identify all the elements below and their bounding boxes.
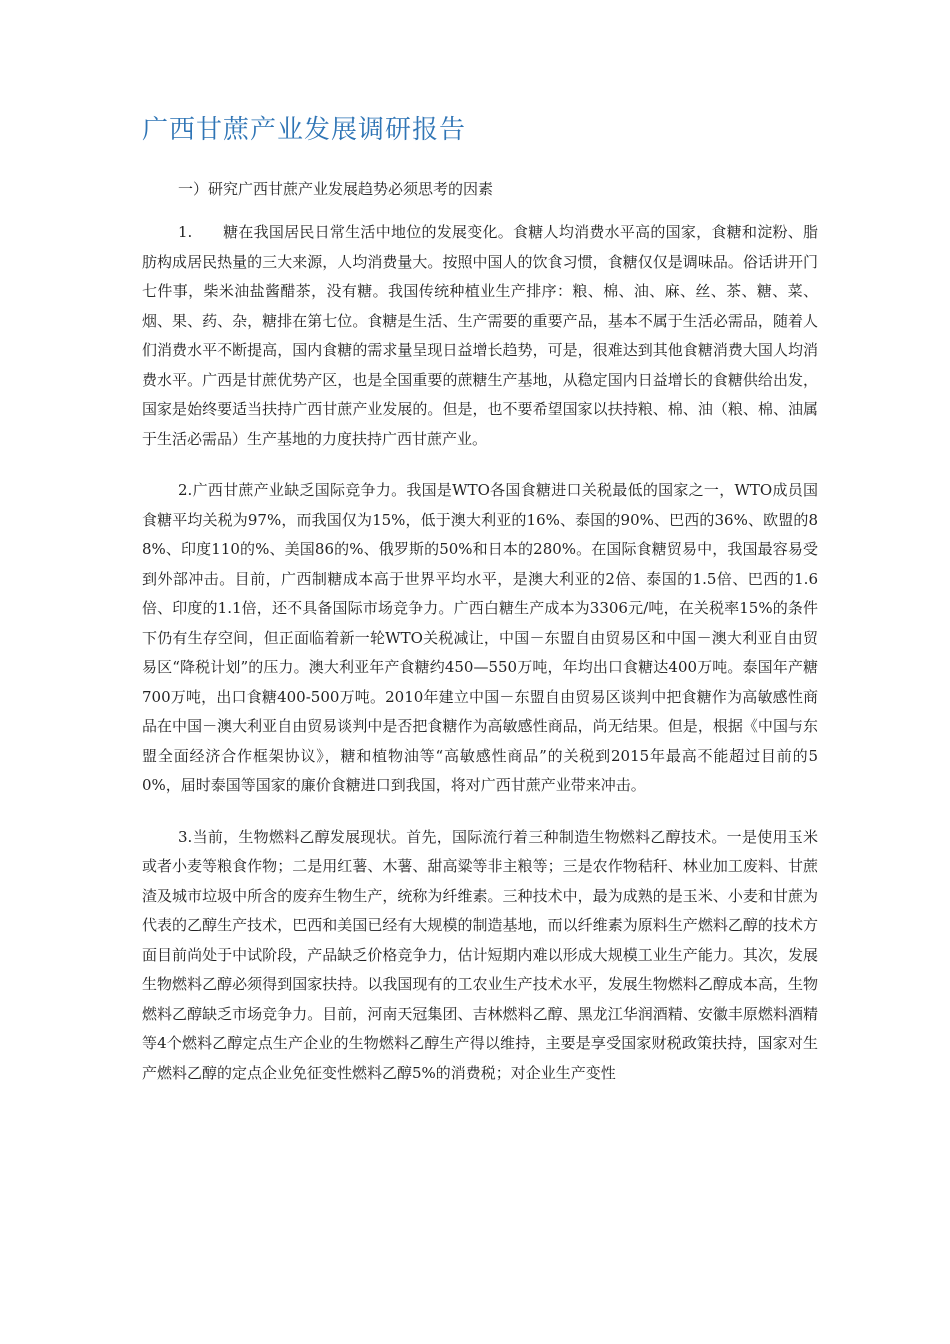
paragraph-competitiveness: 2.广西甘蔗产业缺乏国际竞争力。我国是WTO各国食糖进口关税最低的国家之一，WTO成员国食糖平均关税为97%，而我国仅为15%，低于澳大利亚的16%、泰国的90%、巴西的36%、欧盟的88%、印度110的%、美国86的%、俄罗斯的50%和日本的280%。在国际食糖贸易中，我国最容易受到外部冲击。目前，广西制糖成本高于世界平均水平，是澳大利亚的2倍、泰国的1.5倍、巴西的1.6倍、印度的1.1倍，还不具备国际市场竞争力。广西白糖生产成本为3306元/吨，在关税率15%的条件下仍有生存空间，但正面临着新一轮WTO关税减让，中国－东盟自由贸易区和中国－澳大利亚自由贸易区“降税计划”的压力。澳大利亚年产食糖约450—550万吨，年均出口食糖达400万吨。泰国年产糖700万吨，出口食糖400-500万吨。2010年建立中国－东盟自由贸易区谈判中把食糖作为高敏感性商品在中国－澳大利亚自由贸易谈判中是否把食糖作为高敏感性商品，尚无结果。但是，根据《中国与东盟全面经济合作框架协议》，糖和植物油等“高敏感性商品”的关税到2015年最高不能超过目前的50%，届时泰国等国家的廉价食糖进口到我国，将对广西甘蔗产业带来冲击。	[142, 481, 818, 794]
section-heading: 一）研究广西甘蔗产业发展趋势必须思考的因素	[178, 180, 494, 198]
document-page	[142, 110, 818, 1110]
paragraph-sugar-status: 1. 糖在我国居民日常生活中地位的发展变化。食糖人均消费水平高的国家，食糖和淀粉、脂肪构成居民热量的三大来源，人均消费量大。按照中国人的饮食习惯，食糖仅仅是调味品。俗话讲开门七件事，柴米油盐酱醋茶，没有糖。我国传统种植业生产排序：粮、棉、油、麻、丝、茶、糖、菜、烟、果、药、杂，糖排在第七位。食糖是生活、生产需要的重要产品，基本不属于生活必需品，随着人们消费水平不断提高，国内食糖的需求量呈现日益增长趋势，可是，很难达到其他食糖消费大国人均消费水平。广西是甘蔗优势产区，也是全国重要的蔗糖生产基地，从稳定国内日益增长的食糖供给出发，国家是始终要适当扶持广西甘蔗产业发展的。但是，也不要希望国家以扶持粮、棉、油（粮、棉、油属于生活必需品）生产基地的力度扶持广西甘蔗产业。	[142, 223, 818, 448]
document-title: 广西甘蔗产业发展调研报告	[142, 115, 467, 145]
paragraph-bioethanol: 3.当前，生物燃料乙醇发展现状。首先，国际流行着三种制造生物燃料乙醇技术。一是使用玉米或者小麦等粮食作物；二是用红薯、木薯、甜高粱等非主粮等；三是农作物秸秆、林业加工废料、甘蔗渣及城市垃圾中所含的废弃生物生产，统称为纤维素。三种技术中，最为成熟的是玉米、小麦和甘蔗为代表的乙醇生产技术，巴西和美国已经有大规模的制造基地，而以纤维素为原料生产燃料乙醇的技术方面目前尚处于中试阶段，产品缺乏价格竞争力，估计短期内难以形成大规模工业生产能力。其次，发展生物燃料乙醇必须得到国家扶持。以我国现有的工农业生产技术水平，发展生物燃料乙醇成本高，生物燃料乙醇缺乏市场竞争力。目前，河南天冠集团、吉林燃料乙醇、黑龙江华润酒精、安徽丰原燃料酒精等4个燃料乙醇定点生产企业的生物燃料乙醇生产得以维持，主要是享受国家财税政策扶持，国家对生产燃料乙醇的定点企业免征变性燃料乙醇5%的消费税；对企业生产变性	[142, 827, 818, 1082]
